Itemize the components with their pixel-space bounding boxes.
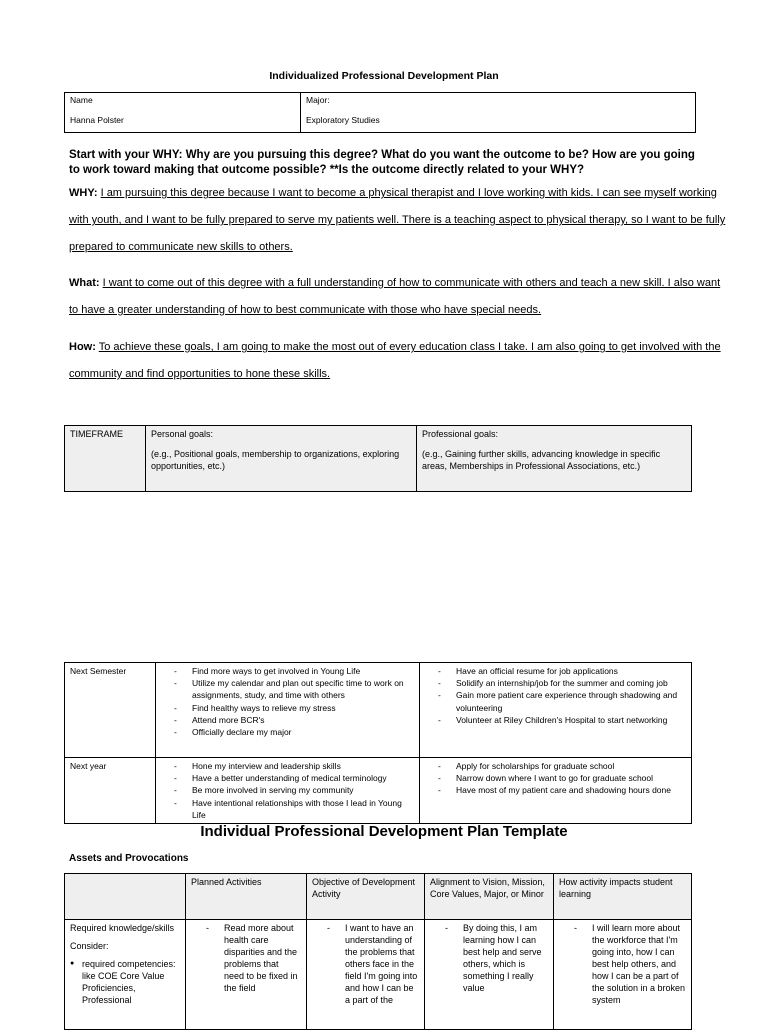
template-row-knowledge (65, 920, 692, 1030)
plan-row-next-semester (65, 663, 692, 758)
goal-item: - Hone my interview and leadership skills (174, 760, 414, 772)
name-label: Name (70, 95, 93, 105)
template-header-impact: How activity impacts student learning (554, 874, 692, 920)
planned-activity: - Read more about health care disparities and the problems that need to be fixed in the field (206, 922, 301, 994)
goal-item: - Solidify an internship/job for the summer and coming job (438, 677, 686, 689)
what-label: What: (69, 277, 100, 289)
personal-goals-cell (156, 758, 420, 824)
how-section (69, 334, 729, 388)
template-table (64, 873, 692, 1030)
timeframe-value: Next year (70, 761, 107, 771)
professional-goals-example: (e.g., Gaining further skills, advancing knowledge in specific areas, Memberships in Professional Associations, etc.) (422, 449, 661, 471)
name-cell (65, 93, 301, 133)
timeframe-cell (65, 758, 156, 824)
row-label: Required knowledge/skills (70, 923, 175, 933)
timeframe-header (65, 426, 146, 492)
consider-label: Consider: (70, 941, 109, 951)
goal-item: - Find more ways to get involved in Young Life (174, 665, 414, 677)
goals-header-table (64, 425, 692, 492)
template-header-blank (65, 874, 186, 920)
what-answer: I want to come out of this degree with a full understanding of how to communicate with others and teach a new skill. I also want to have a greater understanding of how to best communicate with those who have special needs. (69, 277, 721, 316)
professional-goals-cell (420, 758, 692, 824)
goal-item: - Apply for scholarships for graduate school (438, 760, 686, 772)
goal-item: - Volunteer at Riley Children's Hospital to start networking (438, 714, 686, 726)
why-section (69, 180, 729, 261)
personal-goals-header (146, 426, 417, 492)
major-cell (301, 93, 696, 133)
planned-activity-cell (186, 920, 307, 1030)
template-title: Individual Professional Development Plan Template (200, 823, 568, 840)
assets-heading: Assets and Provocations (69, 853, 189, 864)
document-title: Individualized Professional Development Plan (269, 70, 499, 82)
row-label-cell (65, 920, 186, 1030)
template-header-planned: Planned Activities (186, 874, 307, 920)
what-section (69, 270, 729, 324)
timeframe-label: TIMEFRAME (70, 429, 123, 439)
goal-item: - Have an official resume for job applications (438, 665, 686, 677)
personal-goals-example: (e.g., Positional goals, membership to organizations, exploring opportunities, etc.) (151, 449, 400, 471)
name-value: Hanna Polster (70, 115, 124, 125)
goal-item: - Narrow down where I want to go for graduate school (438, 772, 686, 784)
objective-cell (307, 920, 425, 1030)
personal-goals-title: Personal goals: (151, 429, 214, 439)
professional-goals-cell (420, 663, 692, 758)
why-answer: I am pursuing this degree because I want to become a physical therapist and I love working with kids. I can see myself working with youth, and I want to be fully prepared to serve my patients well. There is a teaching aspect to physical therapy, so I want to be fully prepared to communicate new skills to others. (69, 187, 726, 253)
goal-item: - Have a better understanding of medical terminology (174, 772, 414, 784)
alignment-cell (425, 920, 554, 1030)
template-header-objective: Objective of Development Activity (307, 874, 425, 920)
goal-item: - Find healthy ways to relieve my stress (174, 702, 414, 714)
consider-item: ● required competencies: like COE Core Value Proficiencies, Professional (70, 958, 180, 1006)
goal-item: - Attend more BCR's (174, 714, 414, 726)
objective-text: - I want to have an understanding of the problems that others face in the field I'm going into and how I can be a part of the (327, 922, 419, 1006)
plan-row-next-year (65, 758, 692, 824)
goal-item: - Utilize my calendar and plan out specific time to work on assignments, study, and time with others (174, 677, 414, 701)
impact-cell (554, 920, 692, 1030)
how-answer: To achieve these goals, I am going to make the most out of every education class I take. I am also going to get involved with the community and find opportunities to hone these skills. (69, 341, 721, 380)
timeframe-value: Next Semester (70, 666, 127, 676)
how-label: How: (69, 341, 96, 353)
goals-plan-table (64, 662, 692, 824)
major-label: Major: (306, 95, 330, 105)
goal-item: - Have most of my patient care and shadowing hours done (438, 784, 686, 796)
alignment-text: - By doing this, I am learning how I can best help and serve others, which is something I really value (445, 922, 548, 994)
why-label: WHY: (69, 187, 98, 199)
why-prompt: Start with your WHY: Why are you pursuing this degree? What do you want the outcome to be? How are you going to work toward making that outcome possible? **Is the outcome directly related to your WHY? (69, 149, 695, 176)
professional-goals-header (417, 426, 692, 492)
professional-goals-title: Professional goals: (422, 429, 499, 439)
timeframe-cell (65, 663, 156, 758)
goal-item: - Be more involved in serving my community (174, 784, 414, 796)
goal-item: - Gain more patient care experience through shadowing and volunteering (438, 689, 686, 713)
personal-goals-cell (156, 663, 420, 758)
goal-item: - Officially declare my major (174, 726, 414, 738)
template-header-alignment: Alignment to Vision, Mission, Core Values, Major, or Minor (425, 874, 554, 920)
major-value: Exploratory Studies (306, 115, 380, 125)
impact-text: - I will learn more about the workforce that I'm going into, how I can best help others, and how I can be a part of the solution in a broken system (574, 922, 686, 1006)
goal-item: - Have intentional relationships with those I lead in Young Life (174, 797, 414, 821)
student-info-table (64, 92, 696, 133)
